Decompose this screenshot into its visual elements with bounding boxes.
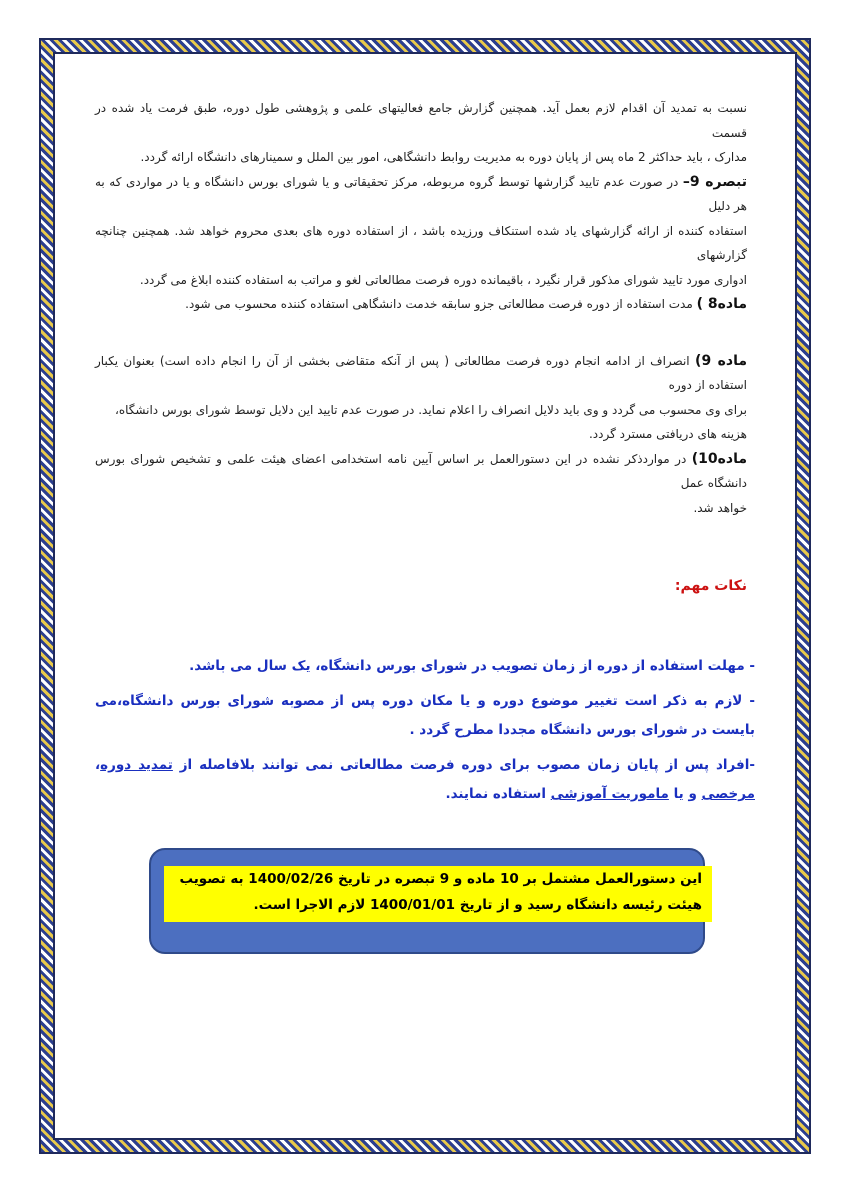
- para-line: خواهد شد.: [693, 500, 747, 515]
- underlined-term: تمدید دوره: [100, 757, 173, 773]
- article-8: [95, 292, 747, 317]
- underlined-term: مرخصی: [701, 786, 755, 802]
- note-text: و یا: [673, 786, 697, 802]
- paragraph-continuation: [95, 96, 747, 170]
- para-line: برای وی محسوب می گردد و وی باید دلایل انصراف را اعلام نماید. در صورت عدم تایید این دلایل توسط شورای بورس دانشگاه،: [114, 402, 747, 417]
- article-10: [95, 447, 747, 521]
- para-line: مدارک ، باید حداکثر 2 ماه پس از پایان دوره به مدیریت روابط دانشگاهی، امور بین الملل و سمینارهای دانشگاه ارائه گردد.: [140, 150, 747, 164]
- note-text: -افراد پس از پایان زمان مصوب برای دوره فرصت مطالعاتی نمی توانند بلافاصله از: [179, 757, 755, 773]
- note-9-label: تبصره 9–: [682, 173, 748, 190]
- important-notes-heading: نکات مهم:: [674, 578, 747, 594]
- note-item: - مهلت استفاده از دوره از زمان تصویب در شورای بورس دانشگاه، یک سال می باشد.: [189, 658, 755, 674]
- note-text: استفاده نمایند.: [445, 786, 546, 802]
- regulation-text: [95, 96, 747, 520]
- underlined-term: ماموریت آموزشی: [550, 786, 669, 802]
- para-line: هزینه های دریافتی مسترد گردد.: [588, 427, 747, 441]
- para-line: در مواردذکر نشده در این دستورالعمل بر اساس آیین نامه استخدامی اعضای هیئت علمی و تشخیص شورای بورس دانشگاه عمل: [95, 451, 747, 490]
- para-line: مدت استفاده از دوره فرصت مطالعاتی جزو سابقه خدمت دانشگاهی استفاده کننده محسوب می شود.: [185, 297, 693, 311]
- note-item: [95, 751, 755, 809]
- note-9: [95, 170, 747, 293]
- para-line: در صورت عدم تایید گزارشها توسط گروه مربوطه، مرکز تحقیقاتی و یا شورای بورس دانشگاه و یا در مواردی که به هر دلیل: [95, 174, 747, 213]
- approval-line: این دستورالعمل مشتمل بر 10 ماده و 9 تبصره در تاریخ 1400/02/26 به تصویب: [179, 871, 702, 887]
- para-line: استفاده کننده از ارائه گزارشهای یاد شده استنکاف ورزیده باشد ، از استفاده دوره های بعدی محروم خواهد شد. همچنین چنانچه گزارشهای: [95, 223, 747, 262]
- note-text: ،: [95, 757, 101, 773]
- note-item: - لازم به ذکر است تغییر موضوع دوره و یا مکان دوره پس از مصوبه شورای بورس دانشگاه،می بایست در شورای بورس دانشگاه مجددا مطرح گردد .: [95, 693, 755, 738]
- para-line: انصراف از ادامه انجام دوره فرصت مطالعاتی ( پس از آنکه متقاضی بخشی از آن را انجام داده است) بعنوان یکبار استفاده از دوره: [95, 353, 747, 392]
- article-8-label: ماده8 ): [696, 296, 747, 312]
- approval-text: [164, 866, 712, 922]
- article-9: [95, 349, 747, 447]
- article-9-label: ماده 9): [695, 352, 748, 369]
- approval-line: هیئت رئیسه دانشگاه رسید و از تاریخ 1400/01/01 لازم الاجرا است.: [253, 897, 702, 913]
- important-notes-list: [95, 652, 755, 815]
- article-10-label: ماده10): [691, 450, 747, 467]
- para-line: ادواری مورد تایید شورای مذکور قرار نگیرد ، باقیمانده دوره فرصت مطالعاتی لغو و مراتب به استفاده کننده ابلاغ می گردد.: [139, 272, 747, 287]
- para-line: نسبت به تمدید آن اقدام لازم بعمل آید. همچنین گزارش جامع فعالیتهای علمی و پژوهشی طول دوره، طبق فرمت یاد شده در قسمت: [95, 101, 747, 140]
